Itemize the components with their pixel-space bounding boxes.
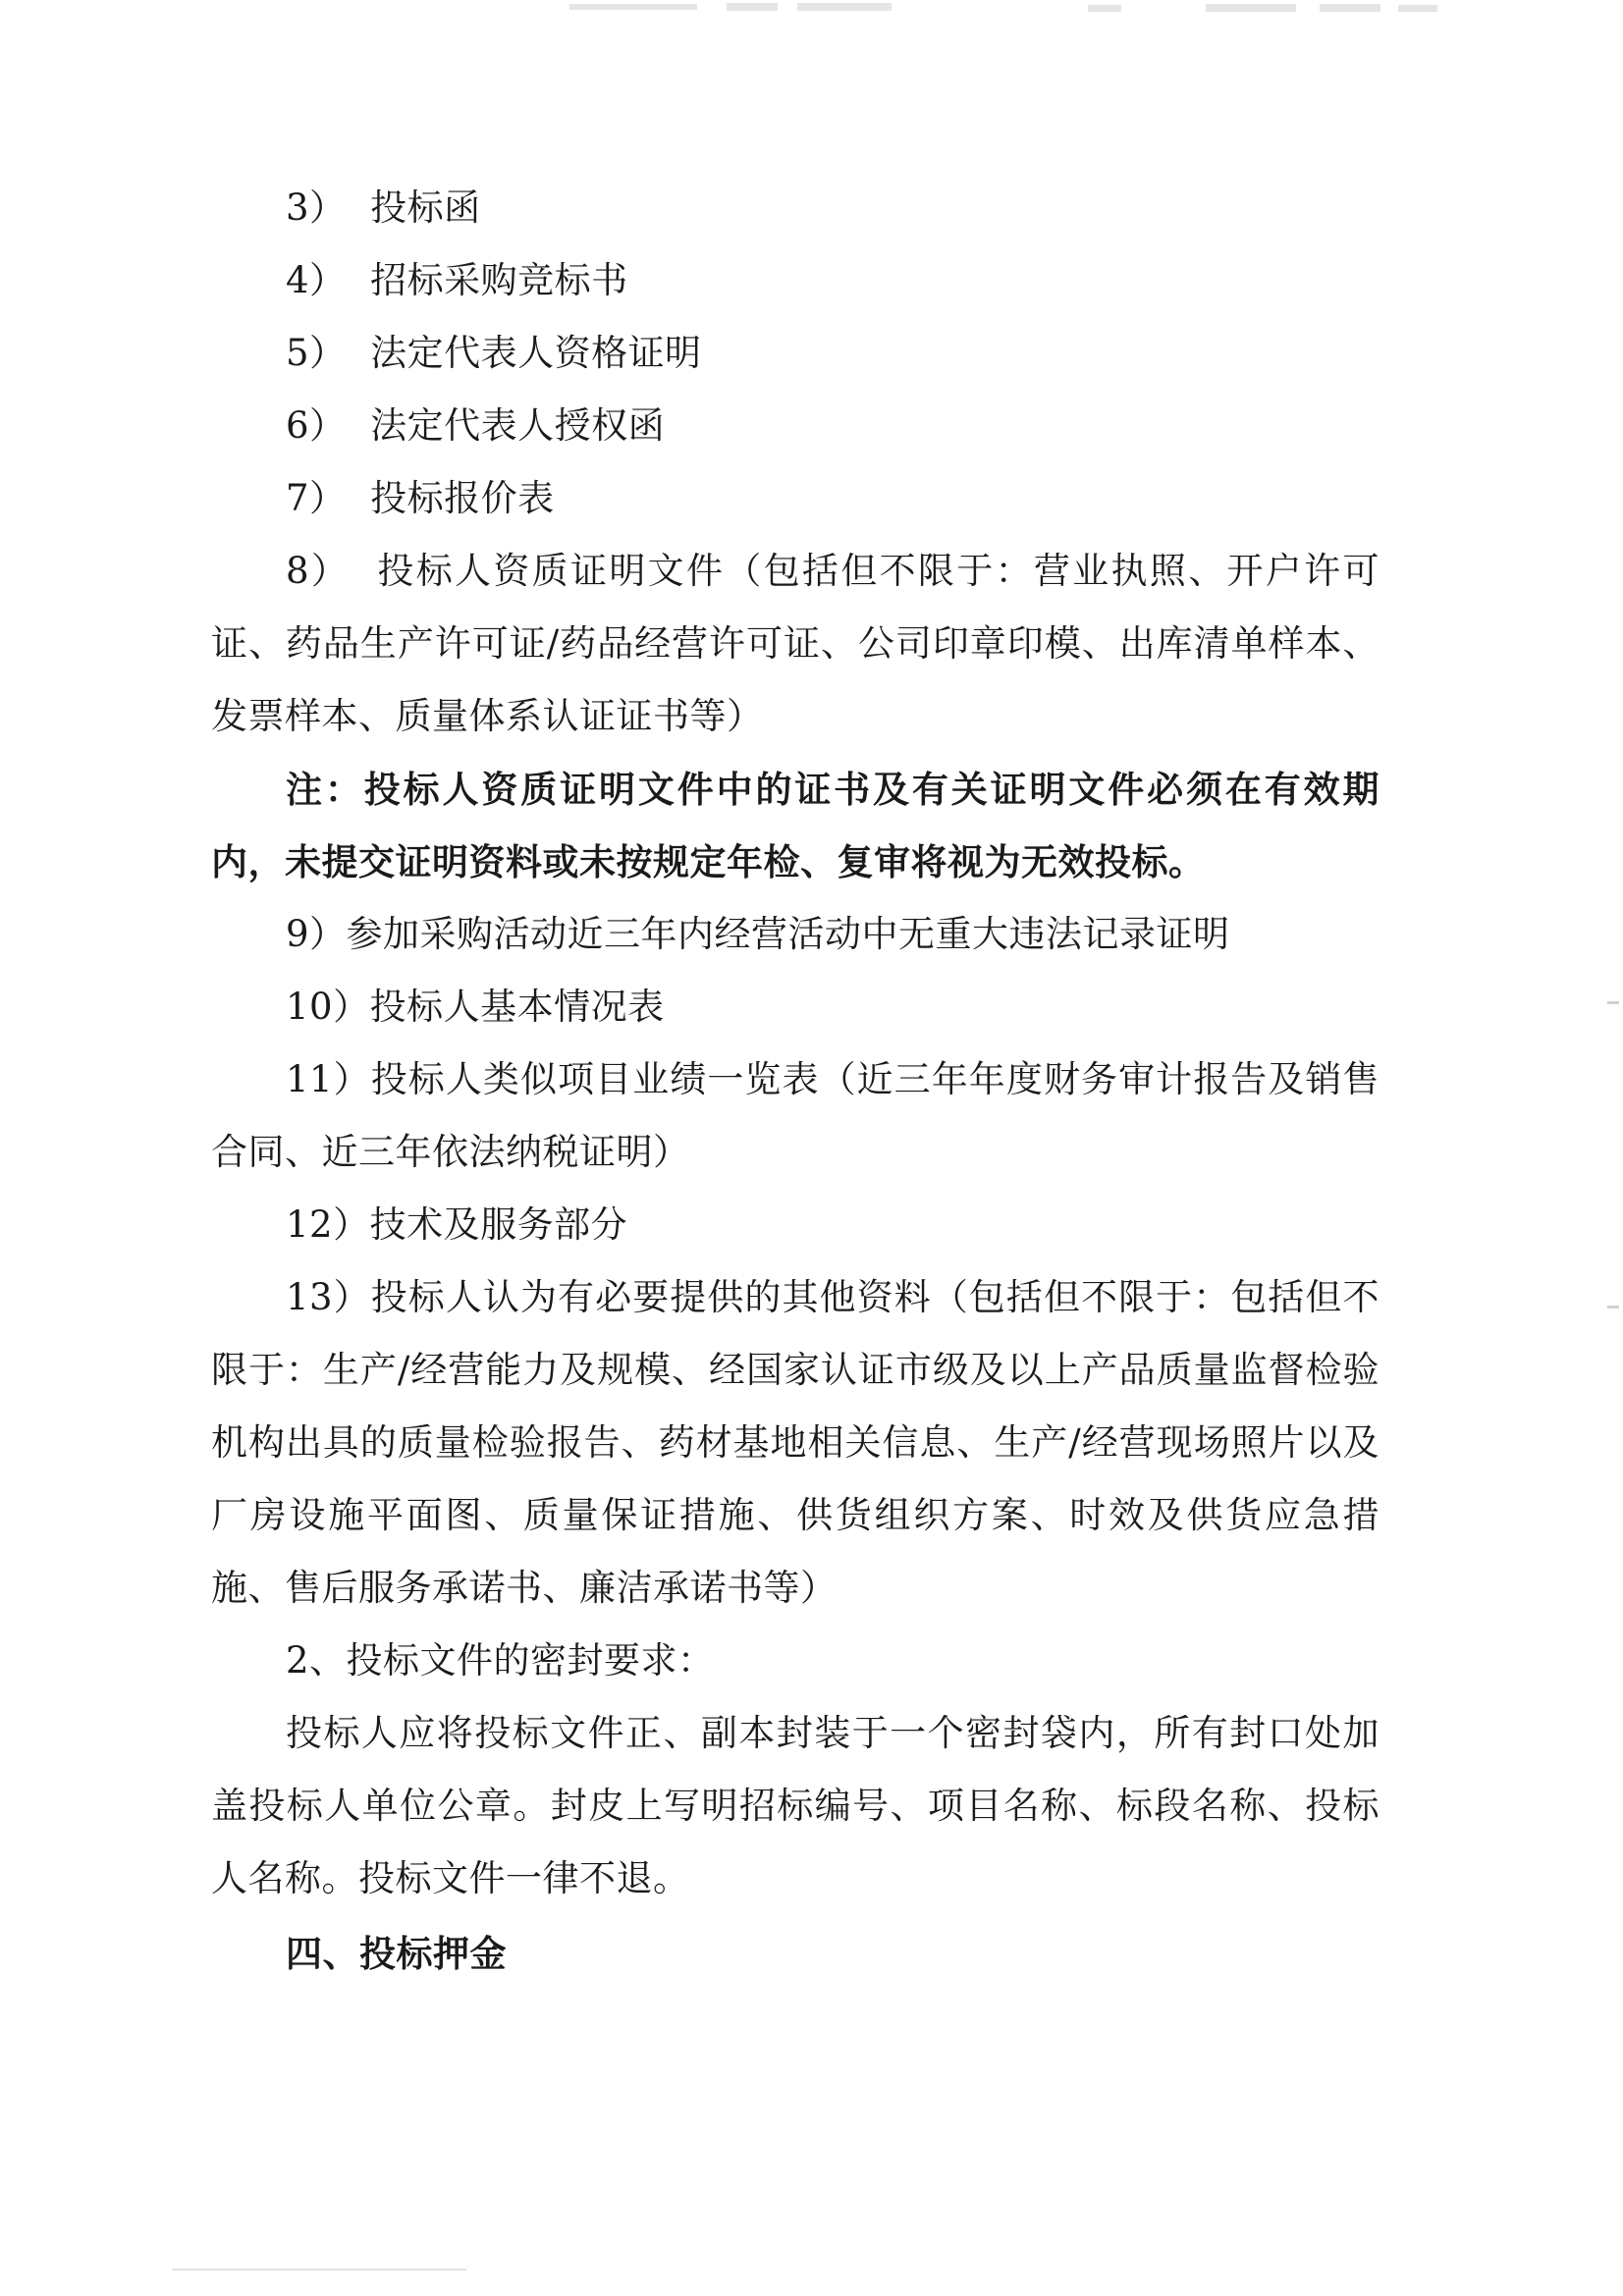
paragraph: 投标人应将投标文件正、副本封装于一个密封袋内，所有封口处加盖投标人单位公章。封皮上写明招标编号、项目名称、标段名称、投标人名称。投标文件一律不退。	[211, 1712, 1380, 1899]
document-body	[211, 172, 1404, 1990]
list-item: 12）技术及服务部分	[286, 1203, 628, 1246]
scan-mark	[1398, 5, 1437, 12]
scan-mark	[797, 3, 892, 11]
scan-mark	[569, 4, 697, 10]
scan-artifacts-top	[0, 0, 1623, 26]
section-label: 2、投标文件的密封要求：	[286, 1639, 715, 1682]
scan-edge-tick	[1607, 1001, 1619, 1004]
list-item: 5） 法定代表人资格证明	[286, 332, 702, 374]
scan-mark	[727, 3, 778, 11]
list-item: 8） 投标人资质证明文件（包括但不限于：营业执照、开户许可证、药品生产许可证/药品经营许可证、公司印章印模、出库清单样本、发票样本、质量体系认证证书等）	[211, 550, 1380, 737]
note-paragraph: 注：投标人资质证明文件中的证书及有关证明文件必须在有效期内，未提交证明资料或未按规定年检、复审将视为无效投标。	[211, 768, 1380, 883]
scan-edge-tick	[1607, 1306, 1619, 1308]
list-item: 9）参加采购活动近三年内经营活动中无重大违法记录证明	[286, 913, 1230, 955]
scan-edge-line	[172, 2269, 466, 2270]
list-item: 11）投标人类似项目业绩一览表（近三年年度财务审计报告及销售 合同、近三年依法纳税证明）	[211, 1058, 1404, 1173]
list-item: 6） 法定代表人授权函	[286, 404, 666, 447]
list-item: 10）投标人基本情况表	[286, 986, 665, 1028]
scan-mark	[1088, 5, 1121, 12]
list-item: 4） 招标采购竞标书	[286, 259, 628, 301]
scan-mark	[1206, 4, 1296, 12]
list-item: 3） 投标函	[286, 187, 481, 229]
scan-mark	[1320, 4, 1380, 12]
section-heading: 四、投标押金	[286, 1932, 507, 1975]
list-item: 13）投标人认为有必要提供的其他资料（包括但不限于：包括但不限于：生产/经营能力及规模、经国家认证市级及以上产品质量监督检验机构出具的质量检验报告、药材基地相关信息、生产/经营现场照片以及厂房设施平面图、质量保证措施、供货组织方案、时效及供货应急措施、售后服务承诺书、廉洁承诺书等）	[211, 1276, 1380, 1609]
list-item: 7） 投标报价表	[286, 477, 555, 519]
